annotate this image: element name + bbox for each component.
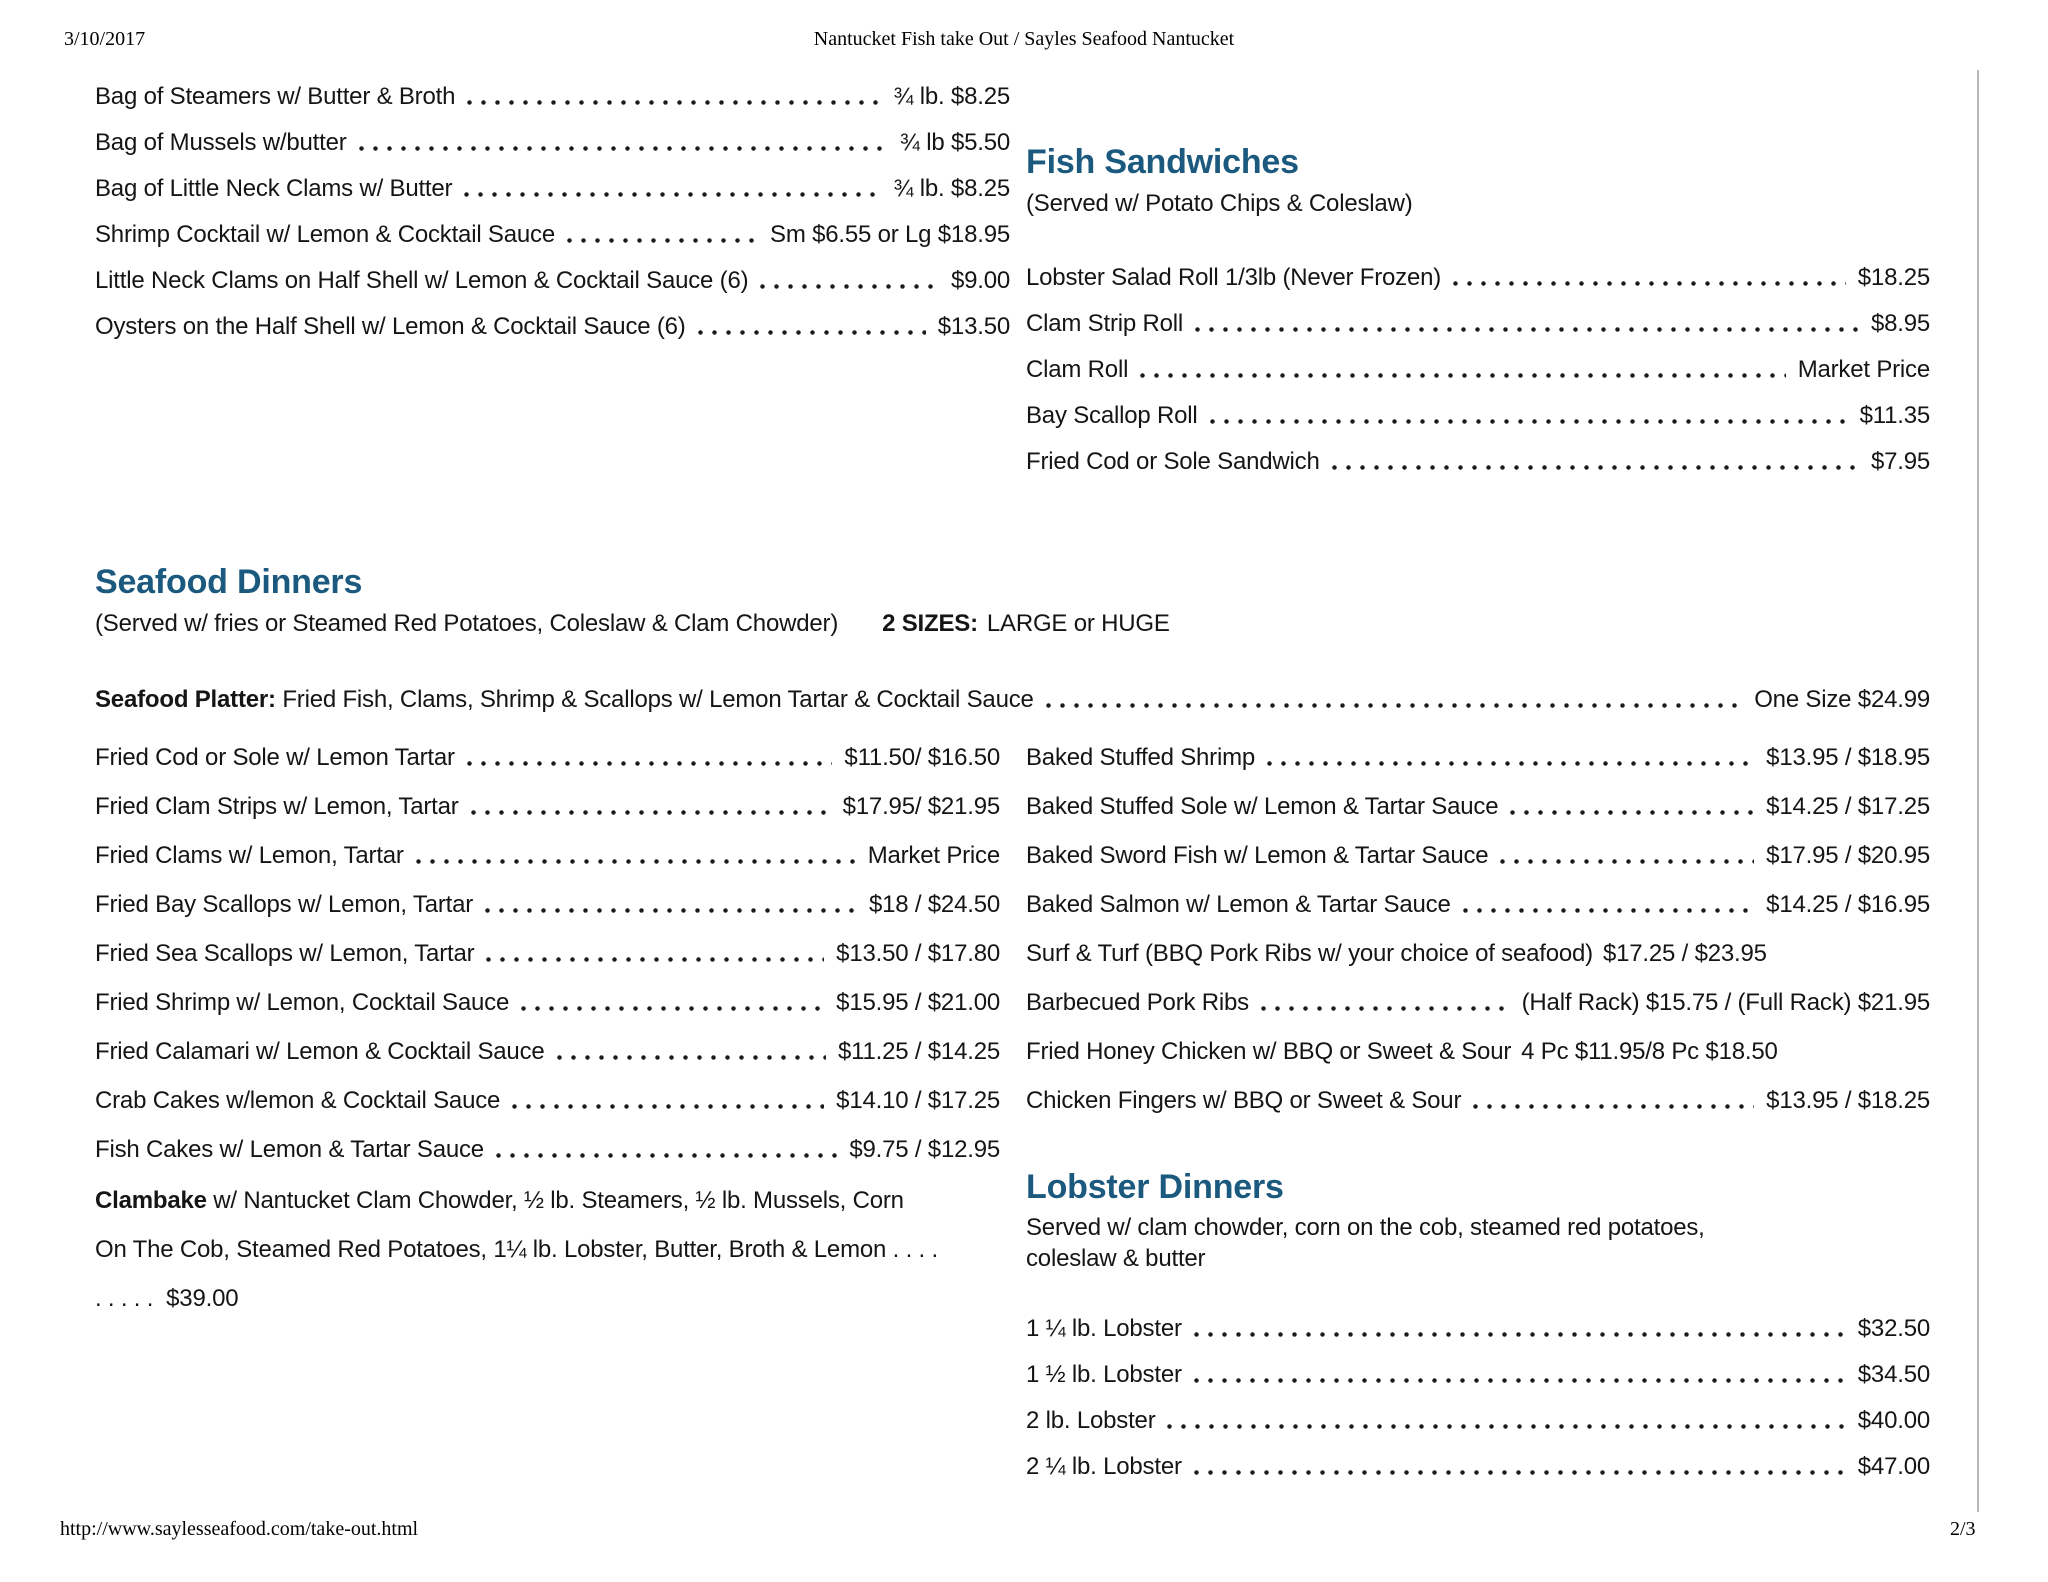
item-label: Little Neck Clams on Half Shell w/ Lemon & Cocktail Sauce (6) bbox=[95, 267, 749, 294]
sizes-label: 2 SIZES: bbox=[882, 610, 978, 637]
section-heading: Seafood Dinners bbox=[95, 563, 363, 601]
dot-leader bbox=[1192, 1306, 1848, 1352]
menu-item-row bbox=[1026, 831, 1930, 880]
menu-item-row bbox=[95, 304, 1010, 350]
item-label: Fried Fish, Clams, Shrimp & Scallops w/ Lemon Tartar & Cocktail Sauce bbox=[282, 686, 1034, 713]
dot-leader bbox=[565, 212, 760, 258]
dot-leader bbox=[1208, 393, 1850, 439]
dot-leader bbox=[484, 929, 826, 978]
item-label: 2 lb. Lobster bbox=[1026, 1407, 1156, 1434]
dinners-left-column bbox=[95, 733, 1000, 1174]
seafood-platter-row bbox=[95, 677, 1930, 723]
item-price: $9.00 bbox=[950, 267, 1010, 294]
item-label-bold: Clambake bbox=[95, 1187, 207, 1214]
dot-leader bbox=[519, 978, 826, 1027]
item-price: $14.10 / $17.25 bbox=[836, 1087, 1000, 1114]
menu-item-row bbox=[95, 978, 1000, 1027]
menu-item-row bbox=[1026, 1306, 1930, 1352]
item-label: 2 ¼ lb. Lobster bbox=[1026, 1453, 1182, 1480]
clambake-paragraph bbox=[95, 1176, 940, 1323]
section-heading: Fish Sandwiches bbox=[1026, 143, 1299, 181]
item-price: $40.00 bbox=[1857, 1407, 1930, 1434]
menu-item-row bbox=[95, 929, 1000, 978]
header-date: 3/10/2017 bbox=[64, 28, 146, 50]
dot-leader bbox=[555, 1027, 828, 1076]
dot-leader bbox=[1471, 1076, 1756, 1125]
dot-leader bbox=[1138, 347, 1787, 393]
dot-leader bbox=[357, 120, 890, 166]
menu-item-row bbox=[95, 880, 1000, 929]
dot-leader bbox=[1498, 831, 1756, 880]
item-label: Fish Cakes w/ Lemon & Tartar Sauce bbox=[95, 1136, 484, 1163]
item-price: $32.50 bbox=[1857, 1315, 1930, 1342]
item-label: Fried Honey Chicken w/ BBQ or Sweet & Sour bbox=[1026, 1038, 1512, 1065]
dot-leader bbox=[758, 258, 941, 304]
item-price: One Size $24.99 bbox=[1754, 686, 1930, 713]
menu-item-row bbox=[1026, 393, 1930, 439]
item-price: Market Price bbox=[1797, 356, 1930, 383]
item-price: $39.00 bbox=[166, 1285, 239, 1312]
item-label: Fried Calamari w/ Lemon & Cocktail Sauce bbox=[95, 1038, 545, 1065]
dot-leader bbox=[469, 782, 833, 831]
dot-leader bbox=[1192, 1444, 1848, 1490]
section-subheading bbox=[95, 609, 1930, 639]
item-price: 4 Pc $11.95/8 Pc $18.50 bbox=[1521, 1038, 1778, 1065]
item-label: Barbecued Pork Ribs bbox=[1026, 989, 1249, 1016]
menu-item-row bbox=[1026, 347, 1930, 393]
item-label: Fried Shrimp w/ Lemon, Cocktail Sauce bbox=[95, 989, 510, 1016]
item-label: Fried Bay Scallops w/ Lemon, Tartar bbox=[95, 891, 474, 918]
dot-leader bbox=[494, 1125, 839, 1174]
raw-bar-section bbox=[95, 74, 1010, 350]
item-label: Baked Stuffed Shrimp bbox=[1026, 744, 1256, 771]
menu-item-row bbox=[1026, 301, 1930, 347]
lobster-dinners-section bbox=[1026, 1168, 1930, 1490]
item-price: $34.50 bbox=[1857, 1361, 1930, 1388]
menu-item-row bbox=[95, 831, 1000, 880]
item-price: $47.00 bbox=[1857, 1453, 1930, 1480]
menu-item-row bbox=[1026, 733, 1930, 782]
item-label: Fried Sea Scallops w/ Lemon, Tartar bbox=[95, 940, 475, 967]
seafood-dinners-section bbox=[95, 563, 1930, 639]
item-label: Shrimp Cocktail w/ Lemon & Cocktail Sauce bbox=[95, 221, 555, 248]
menu-item-row bbox=[1026, 1444, 1930, 1490]
menu-item-row bbox=[95, 1027, 1000, 1076]
item-label: Clam Roll bbox=[1026, 356, 1129, 383]
subheading-text: (Served w/ fries or Steamed Red Potatoes, Coleslaw & Clam Chowder) bbox=[95, 610, 839, 637]
item-label: Clam Strip Roll bbox=[1026, 310, 1184, 337]
dot-leader bbox=[1044, 677, 1745, 723]
fish-sandwiches-list bbox=[1026, 255, 1930, 485]
item-label: Fried Clam Strips w/ Lemon, Tartar bbox=[95, 793, 459, 820]
item-price: $13.50 bbox=[937, 313, 1010, 340]
menu-item-row bbox=[95, 782, 1000, 831]
item-label-bold: Seafood Platter: bbox=[95, 686, 276, 713]
item-price: $11.35 bbox=[1859, 402, 1930, 429]
menu-item-row bbox=[95, 1076, 1000, 1125]
dot-leader bbox=[1259, 978, 1512, 1027]
item-label: Bay Scallop Roll bbox=[1026, 402, 1198, 429]
menu-item-row bbox=[1026, 1398, 1930, 1444]
dot-leader bbox=[1451, 255, 1848, 301]
section-subheading: Served w/ clam chowder, corn on the cob, steamed red potatoes, coleslaw & butter bbox=[1026, 1214, 1705, 1272]
item-price: $8.95 bbox=[1870, 310, 1930, 337]
menu-item-row bbox=[1026, 255, 1930, 301]
footer-url: http://www.saylesseafood.com/take-out.html bbox=[60, 1518, 419, 1540]
dot-leader bbox=[1461, 880, 1757, 929]
dot-leader bbox=[1165, 1398, 1847, 1444]
item-label: Bag of Little Neck Clams w/ Butter bbox=[95, 175, 453, 202]
menu-item-row bbox=[95, 1125, 1000, 1174]
dot-leader bbox=[1192, 1352, 1848, 1398]
header-title: Nantucket Fish take Out / Sayles Seafood Nantucket bbox=[813, 28, 1235, 50]
section-heading: Lobster Dinners bbox=[1026, 1168, 1284, 1206]
dot-leader bbox=[510, 1076, 826, 1125]
dot-leader bbox=[1265, 733, 1756, 782]
menu-item-row bbox=[1026, 1027, 1930, 1076]
item-price: $18.25 bbox=[1857, 264, 1930, 291]
fish-sandwiches-section bbox=[1026, 143, 1930, 485]
dot-leader bbox=[414, 831, 858, 880]
item-price: $11.50/ $16.50 bbox=[844, 744, 1000, 771]
menu-item-row bbox=[1026, 1352, 1930, 1398]
item-price: (Half Rack) $15.75 / (Full Rack) $21.95 bbox=[1521, 989, 1930, 1016]
item-price: $9.75 / $12.95 bbox=[849, 1136, 1000, 1163]
item-label: Bag of Mussels w/butter bbox=[95, 129, 347, 156]
footer-page-number: 2/3 bbox=[1950, 1518, 1976, 1540]
menu-item-row bbox=[95, 258, 1010, 304]
menu-item-row bbox=[1026, 1076, 1930, 1125]
item-label: Surf & Turf (BBQ Pork Ribs w/ your choice of seafood) bbox=[1026, 940, 1593, 967]
item-price: Sm $6.55 or Lg $18.95 bbox=[770, 221, 1010, 248]
item-price: $14.25 / $16.95 bbox=[1766, 891, 1930, 918]
item-price: Market Price bbox=[867, 842, 1000, 869]
item-label: Chicken Fingers w/ BBQ or Sweet & Sour bbox=[1026, 1087, 1462, 1114]
dot-leader bbox=[483, 880, 859, 929]
dot-leader bbox=[465, 74, 883, 120]
item-price: $13.50 / $17.80 bbox=[836, 940, 1000, 967]
dot-leader bbox=[462, 166, 883, 212]
dot-leader bbox=[465, 733, 835, 782]
dot-leader bbox=[1193, 301, 1861, 347]
menu-item-row bbox=[1026, 880, 1930, 929]
item-label: Fried Clams w/ Lemon, Tartar bbox=[95, 842, 404, 869]
dot-leader bbox=[1508, 782, 1756, 831]
item-price: ¾ lb $5.50 bbox=[899, 129, 1010, 156]
item-price: $17.25 / $23.95 bbox=[1602, 940, 1767, 967]
dot-leader bbox=[1330, 439, 1861, 485]
menu-item-row bbox=[95, 166, 1010, 212]
menu-item-row bbox=[1026, 782, 1930, 831]
column-divider-line bbox=[1977, 70, 1979, 1512]
menu-item-row bbox=[95, 212, 1010, 258]
item-label: Fried Cod or Sole w/ Lemon Tartar bbox=[95, 744, 455, 771]
item-price: ¾ lb. $8.25 bbox=[893, 175, 1010, 202]
item-price: $17.95/ $21.95 bbox=[842, 793, 1000, 820]
item-price: $13.95 / $18.25 bbox=[1766, 1087, 1930, 1114]
item-label: Oysters on the Half Shell w/ Lemon & Cocktail Sauce (6) bbox=[95, 313, 686, 340]
item-label: Crab Cakes w/lemon & Cocktail Sauce bbox=[95, 1087, 501, 1114]
dot-leader bbox=[696, 304, 928, 350]
sizes-value: LARGE or HUGE bbox=[986, 610, 1170, 637]
menu-item-row bbox=[95, 733, 1000, 782]
menu-item-row bbox=[95, 120, 1010, 166]
item-price: $14.25 / $17.25 bbox=[1766, 793, 1930, 820]
item-label: Bag of Steamers w/ Butter & Broth bbox=[95, 83, 456, 110]
dinners-right-column bbox=[1026, 733, 1930, 1125]
menu-item-row bbox=[1026, 929, 1930, 978]
section-subheading: (Served w/ Potato Chips & Coleslaw) bbox=[1026, 190, 1413, 217]
item-price: ¾ lb. $8.25 bbox=[893, 83, 1010, 110]
lobster-dinners-list bbox=[1026, 1306, 1930, 1490]
item-label: Lobster Salad Roll 1/3lb (Never Frozen) bbox=[1026, 264, 1442, 291]
item-label: Baked Sword Fish w/ Lemon & Tartar Sauce bbox=[1026, 842, 1489, 869]
item-label: Baked Salmon w/ Lemon & Tartar Sauce bbox=[1026, 891, 1451, 918]
item-label: 1 ½ lb. Lobster bbox=[1026, 1361, 1182, 1388]
menu-item-row bbox=[1026, 439, 1930, 485]
item-label: Baked Stuffed Sole w/ Lemon & Tartar Sauce bbox=[1026, 793, 1499, 820]
item-price: $11.25 / $14.25 bbox=[837, 1038, 1000, 1065]
item-price: $18 / $24.50 bbox=[868, 891, 1000, 918]
menu-item-row bbox=[1026, 978, 1930, 1027]
menu-item-row bbox=[95, 74, 1010, 120]
item-price: $15.95 / $21.00 bbox=[836, 989, 1000, 1016]
item-label: 1 ¼ lb. Lobster bbox=[1026, 1315, 1182, 1342]
item-price: $13.95 / $18.95 bbox=[1766, 744, 1930, 771]
item-label: Fried Cod or Sole Sandwich bbox=[1026, 448, 1320, 475]
item-price: $7.95 bbox=[1870, 448, 1930, 475]
item-description: w/ Nantucket Clam Chowder, ½ lb. Steamers, ½ lb. Mussels, Corn On The Cob, Steamed Red Potatoes, 1¼ lb. Lobster, Butter, Broth & Lemon . . . . . . . . . bbox=[95, 1187, 938, 1312]
item-price: $17.95 / $20.95 bbox=[1766, 842, 1930, 869]
